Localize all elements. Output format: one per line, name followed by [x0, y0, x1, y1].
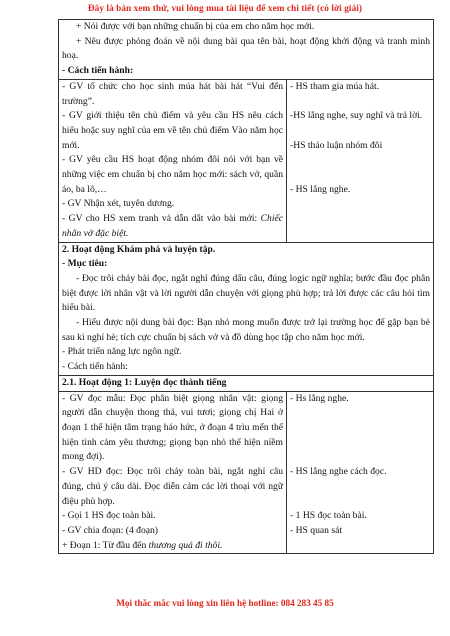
student-response: - 1 HS đọc toàn bài.	[290, 510, 367, 522]
preview-banner: Đây là bản xem thử, vui lòng mua tài liệu để xem chi tiết (có lời giải)	[87, 3, 363, 13]
activity-title: 2.1. Hoạt động 1: Luyện đọc thành tiếng	[62, 376, 227, 388]
student-response: - HS lắng nghe.	[290, 183, 351, 195]
objective-paragraph: - Đọc trôi chảy bài đọc, ngắt nghỉ đúng dấu câu, đúng logic ngữ nghĩa; bước đầu đọc phân biệt được lời nhân vật và lời người dẫn chuyện với giọng phù hợp; trả lời được các câu hỏi tìm hiểu bài.	[62, 272, 430, 314]
student-response: -HS thảo luận nhóm đôi	[290, 139, 383, 151]
hotline-banner: Mọi thắc mắc vui lòng xin liên hệ hotline: 084 283 45 85	[116, 598, 334, 608]
lesson-title-italic: Chiếc nhãn vở đặc biệt.	[62, 213, 284, 239]
student-response: - HS quan sát	[290, 524, 342, 536]
warmup-row	[59, 79, 434, 242]
intro-cell	[59, 20, 434, 80]
teacher-step: - GV giới thiệu tên chủ điểm và yêu cầu HS nêu cách hiểu hoặc suy nghĩ của em về tên chủ điểm Vào năm học mới.	[62, 110, 284, 151]
objective-paragraph: - Hiểu được nội dung bài đọc: Bạn nhỏ mong muốn được trở lại trường học để gặp bạn bè sau kì nghỉ hè; tích cực chuẩn bị sách vở và đồ dùng học tập cho năm học mới.	[62, 317, 430, 343]
activity1-row	[59, 391, 434, 554]
student-column	[287, 391, 434, 554]
student-response: -HS lắng nghe, suy nghĩ và trả lời.	[290, 110, 423, 122]
teacher-step: - GV Nhận xét, tuyên dương.	[62, 198, 175, 210]
objective-paragraph: - Phát triển năng lực ngôn ngữ.	[62, 346, 182, 358]
teacher-column	[59, 79, 287, 242]
teacher-step: - GV HD đọc: Đọc trôi chảy toàn bài, ngắt nghỉ câu đúng, chú ý câu dài. Đọc diễn cảm các lời thoại với ngữ điệu phù hợp.	[62, 466, 284, 507]
teacher-column	[59, 391, 287, 554]
activity1-title-cell	[59, 375, 434, 391]
procedure-heading: - Cách tiến hành:	[62, 361, 128, 373]
teacher-step: - GV đọc mẫu: Đọc phân biệt giọng nhân vật: giọng người dẫn chuyện thong thả, vui tươi; giọng chị Hai ở đoạn 1 thể hiện tâm trạng háo hức, ở đoạn 4 trìu mến thể hiện tình cảm yêu thương; giọng bạn nhỏ thể hiện niềm mong đợi).	[62, 392, 284, 463]
intro-row	[59, 20, 434, 80]
paragraph-end-italic: thương quá đi thôi.	[148, 539, 223, 551]
explore-cell	[59, 242, 434, 375]
student-response: - HS tham gia múa hát.	[290, 80, 380, 92]
teacher-step: - Gọi 1 HS đọc toàn bài.	[62, 510, 156, 522]
teacher-step	[62, 212, 283, 241]
explore-row	[59, 242, 434, 375]
teacher-step: - GV tổ chức cho học sinh múa hát bài hát “Vui đến trường”.	[62, 80, 284, 107]
student-response: - Hs lắng nghe.	[290, 392, 349, 404]
intro-line-2: + Nêu được phỏng đoán về nội dung bài qua tên bài, hoạt động khởi động và tranh minh hoạ.	[62, 35, 430, 62]
teacher-step: - GV yêu cầu HS hoạt động nhóm đôi nói với bạn về những việc em chuẩn bị cho năm học mới: sách vở, quần áo, ba lô,…	[62, 154, 284, 195]
teacher-step-text: - GV cho HS xem tranh và dẫn dắt vào bài mới:	[62, 213, 261, 225]
teacher-step: - GV chia đoạn: (4 đoạn)	[62, 524, 158, 536]
activity1-title-row	[59, 375, 434, 391]
section-title: 2. Hoạt động Khám phá và luyện tập.	[62, 243, 216, 255]
student-response: - HS lắng nghe cách đọc.	[290, 466, 387, 478]
objectives-heading: - Mục tiêu:	[62, 258, 108, 270]
teacher-step-text: + Đoạn 1: Từ đầu đến	[62, 539, 149, 551]
student-column	[287, 79, 434, 242]
procedure-heading: - Cách tiến hành:	[62, 65, 134, 77]
teacher-step	[62, 539, 283, 554]
intro-line-1: + Nói được với bạn những chuẩn bị của em cho năm học mới.	[76, 21, 315, 32]
lesson-plan-table	[58, 19, 434, 554]
